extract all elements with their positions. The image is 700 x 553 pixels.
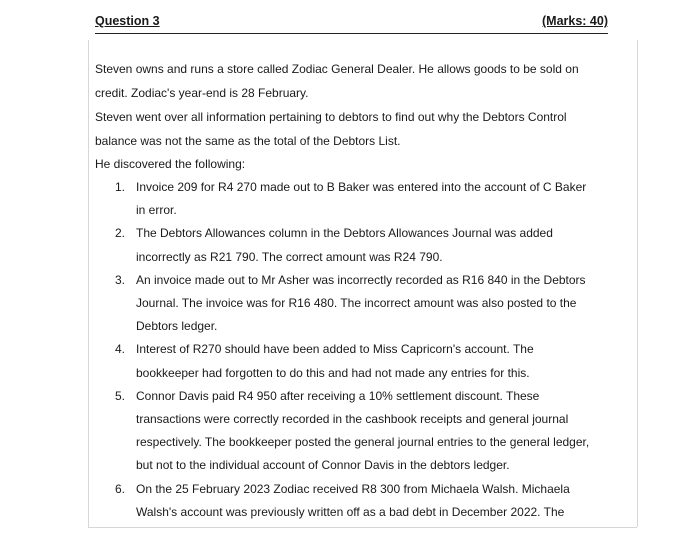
list-item xyxy=(95,269,595,339)
list-item xyxy=(95,338,595,384)
frame-right-border xyxy=(637,40,638,527)
question-header xyxy=(95,14,608,34)
findings-list xyxy=(95,176,595,524)
intro-paragraph: Steven owns and runs a store called Zodiac General Dealer. He allows goods to be sold on credit. Zodiac's year-end is 28 February. xyxy=(95,62,579,100)
list-item-number: 6. xyxy=(115,481,126,496)
list-item xyxy=(95,176,595,222)
list-item-number: 3. xyxy=(115,272,126,287)
list-item-text: The Debtors Allowances column in the Debtors Allowances Journal was added incorrectly as R21 790. The correct amount was R24 790. xyxy=(136,226,553,264)
list-item xyxy=(95,222,595,268)
list-item xyxy=(95,478,595,524)
frame-bottom-border xyxy=(88,527,637,528)
question-marks: (Marks: 40) xyxy=(542,14,608,28)
list-item-number: 1. xyxy=(115,180,126,194)
list-item-number: 5. xyxy=(115,388,126,403)
header-underline xyxy=(95,33,608,34)
discovered-paragraph: He discovered the following: xyxy=(95,157,246,171)
list-item xyxy=(95,385,595,478)
list-item-number: 2. xyxy=(115,226,126,241)
question-title: Question 3 xyxy=(95,14,160,28)
list-item-text: On the 25 February 2023 Zodiac received R8 300 from Michaela Walsh. Michaela Walsh's account was previously written off as a bad debt in December 2022. The xyxy=(136,481,570,519)
list-item-number: 4. xyxy=(115,342,126,357)
list-item-text: Invoice 209 for R4 270 made out to B Baker was entered into the account of C Baker in error. xyxy=(136,180,587,218)
list-item-text: Connor Davis paid R4 950 after receiving a 10% settlement discount. These transactions were correctly recorded in the cashbook receipts and general journal respectively. The bookkeeper posted the general journal entries to the general ledger, but not to the individual account of Connor Davis in the debtors ledger. xyxy=(136,388,590,473)
list-item-text: An invoice made out to Mr Asher was incorrectly recorded as R16 840 in the Debtors Journal. The invoice was for R16 480. The incorrect amount was also posted to the Debtors ledger. xyxy=(136,272,586,334)
frame-left-border xyxy=(88,40,89,527)
debtors-paragraph: Steven went over all information pertaining to debtors to find out why the Debtors Control balance was not the same as the total of the Debtors List. xyxy=(95,110,567,148)
list-item-text: Interest of R270 should have been added to Miss Capricorn's account. The bookkeeper had forgotten to do this and had not made any entries for this. xyxy=(136,342,534,380)
